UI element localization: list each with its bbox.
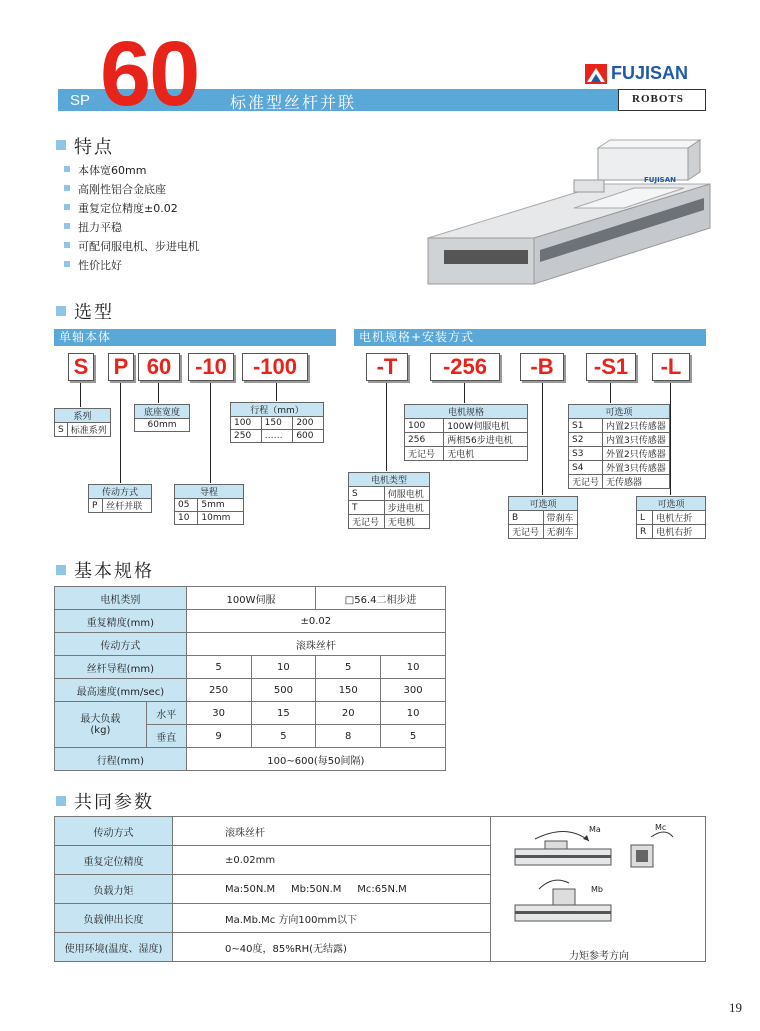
sensor-title: 可选项 [569, 405, 670, 419]
cell: S4 [569, 461, 603, 475]
product-illustration [424, 138, 714, 288]
code-series: S [68, 353, 94, 381]
cell: 200 [293, 417, 324, 430]
cell: 最大负载 (kg) [55, 702, 147, 748]
cell: 10 [175, 512, 198, 525]
feature-item: 扭力平稳 [64, 219, 199, 238]
cell: 内置2只传感器 [603, 419, 670, 433]
cell: 外置3只传感器 [603, 461, 670, 475]
section-marker-icon [56, 565, 66, 575]
code-drive: P [108, 353, 134, 381]
cell: 无刹车 [543, 525, 578, 539]
diagram-caption: 力矩参考方向 [569, 951, 629, 962]
cell: 负载伸出长度 [55, 904, 173, 933]
moment-diagram [505, 823, 695, 941]
code-brake: -B [520, 353, 564, 381]
motor-spec-table [404, 404, 528, 461]
cell: 丝杆导程(mm) [55, 656, 187, 679]
cell: 30 [186, 702, 251, 725]
feature-item: 重复定位精度±0.02 [64, 200, 199, 219]
lead-title: 导程 [175, 485, 244, 499]
ma-label: Ma [589, 825, 601, 834]
cell: 10 [381, 656, 446, 679]
cell: 300 [381, 679, 446, 702]
cell: 无记号 [509, 525, 544, 539]
cell: 15 [251, 702, 316, 725]
section-marker-icon [56, 306, 66, 316]
features-title: 特点 [74, 137, 114, 158]
cell: 250 [186, 679, 251, 702]
page-title: 标准型丝杆并联 [230, 93, 357, 112]
robots-label: ROBOTS [632, 93, 684, 105]
cell: 无电机 [384, 515, 429, 529]
cell: 256 [405, 433, 444, 447]
connector-line [158, 383, 159, 403]
code-stroke: -100 [242, 353, 308, 381]
body-bar: 单轴本体 [54, 329, 336, 346]
connector-line [610, 383, 611, 403]
sensor-table [568, 404, 670, 489]
cell: 内置3只传感器 [603, 433, 670, 447]
cell: 伺服电机 [384, 487, 429, 501]
cell: 外置2只传感器 [603, 447, 670, 461]
fold-table [636, 496, 706, 539]
basic-spec-title: 基本规格 [74, 561, 154, 582]
cell: 100 [405, 419, 444, 433]
cell: □56.4二相步进 [316, 587, 446, 610]
feature-item: 高刚性铝合金底座 [64, 181, 199, 200]
cell: 100~600(每50间隔) [186, 748, 445, 771]
common-table [54, 816, 706, 962]
cell: 标准系列 [67, 423, 110, 437]
product-logo: FUJISAN [644, 176, 676, 184]
width-title: 底座宽度 [135, 405, 190, 419]
cell: 无记号 [569, 475, 603, 489]
cell: S [349, 487, 385, 501]
connector-line [210, 383, 211, 483]
cell: R [637, 525, 653, 539]
cell: B [509, 511, 544, 525]
cell: 使用环境(温度、湿度) [55, 933, 173, 962]
cell: 垂直 [146, 725, 186, 748]
selection-title: 选型 [74, 302, 114, 323]
cell: 滚珠丝杆 [173, 817, 491, 846]
section-marker-icon [56, 796, 66, 806]
basic-spec-table [54, 586, 446, 771]
cell: 传动方式 [55, 633, 187, 656]
motor-type-table [348, 472, 430, 529]
cell: 10mm [198, 512, 244, 525]
code-sensor: -S1 [586, 353, 636, 381]
cell: S [55, 423, 68, 437]
feature-item: 性价比好 [64, 257, 199, 276]
connector-line [276, 383, 277, 401]
code-width: 60 [138, 353, 180, 381]
cell: 无传感器 [603, 475, 670, 489]
cell: S3 [569, 447, 603, 461]
cell: 传动方式 [55, 817, 173, 846]
cell: 无记号 [405, 447, 444, 461]
cell: 05 [175, 499, 198, 512]
cell: 5 [186, 656, 251, 679]
lead-table [174, 484, 244, 525]
cell: 5 [381, 725, 446, 748]
cell: 20 [316, 702, 381, 725]
cell: 行程(mm) [55, 748, 187, 771]
cell: 600 [293, 430, 324, 443]
cell: T [349, 501, 385, 515]
mb-label: Mb [591, 885, 603, 894]
cell: 100W伺服 [186, 587, 316, 610]
cell: 重复定位精度 [55, 846, 173, 875]
cell: 9 [186, 725, 251, 748]
cell: 100W伺服电机 [444, 419, 528, 433]
cell: ±0.02mm [173, 846, 491, 875]
cell: …… [261, 430, 293, 443]
cell: 最高速度(mm/sec) [55, 679, 187, 702]
header-prefix: SP [70, 92, 91, 109]
code-fold: -L [652, 353, 690, 381]
connector-line [542, 383, 543, 495]
code-motor-spec: -256 [430, 353, 500, 381]
mc-label: Mc [655, 823, 667, 832]
cell: 步进电机 [384, 501, 429, 515]
fold-title: 可选项 [637, 497, 706, 511]
connector-line [80, 383, 81, 407]
motor-spec-title: 电机规格 [405, 405, 528, 419]
motor-type-title: 电机类型 [349, 473, 430, 487]
cell: 丝杆并联 [103, 499, 152, 513]
cell: 无记号 [349, 515, 385, 529]
drive-table [88, 484, 152, 513]
cell: 电机右折 [653, 525, 706, 539]
cell: 250 [231, 430, 262, 443]
connector-line [464, 383, 465, 403]
cell: 500 [251, 679, 316, 702]
cell: 电机左折 [653, 511, 706, 525]
cell: 150 [261, 417, 293, 430]
cell: 重复精度(mm) [55, 610, 187, 633]
cell: 无电机 [444, 447, 528, 461]
connector-line [670, 383, 671, 495]
cell: ±0.02 [186, 610, 445, 633]
cell: P [89, 499, 103, 513]
cell: L [637, 511, 653, 525]
features-list [64, 162, 199, 276]
cell: 10 [381, 702, 446, 725]
cell: 5mm [198, 499, 244, 512]
cell: 滚珠丝杆 [186, 633, 445, 656]
code-motor-type: -T [366, 353, 408, 381]
cell: 负载力矩 [55, 875, 173, 904]
cell: S2 [569, 433, 603, 447]
cell: 水平 [146, 702, 186, 725]
cell: Ma:50N.M Mb:50N.M Mc:65N.M [173, 875, 491, 904]
page-number: 19 [729, 1000, 742, 1015]
series-table [54, 408, 111, 437]
stroke-table [230, 402, 324, 443]
stroke-title: 行程（mm） [231, 403, 324, 417]
feature-item: 本体宽60mm [64, 162, 199, 181]
section-marker-icon [56, 140, 66, 150]
cell: 150 [316, 679, 381, 702]
cell: 60mm [135, 419, 190, 432]
cell: 0~40度，85%RH(无结露) [173, 933, 491, 962]
fujisan-logo-icon [585, 64, 607, 84]
width-table [134, 404, 190, 432]
cell: 8 [316, 725, 381, 748]
code-lead: -10 [188, 353, 234, 381]
cell: 5 [316, 656, 381, 679]
cell: 10 [251, 656, 316, 679]
cell: 两相56步进电机 [444, 433, 528, 447]
cell: 5 [251, 725, 316, 748]
brake-table [508, 496, 578, 539]
drive-title: 传动方式 [89, 485, 152, 499]
cell: 100 [231, 417, 262, 430]
brake-title: 可选项 [509, 497, 578, 511]
connector-line [120, 383, 121, 483]
connector-line [386, 383, 387, 471]
cell: Ma.Mb.Mc 方向100mm以下 [173, 904, 491, 933]
header-model-number: 60 [100, 23, 199, 125]
cell: S1 [569, 419, 603, 433]
common-title: 共同参数 [74, 792, 154, 813]
motor-bar: 电机规格+安装方式 [354, 329, 706, 346]
series-title: 系列 [55, 409, 111, 423]
cell: 电机类别 [55, 587, 187, 610]
brand-name: FUJISAN [611, 63, 689, 83]
feature-item: 可配伺服电机、步进电机 [64, 238, 199, 257]
moment-diagram-cell [491, 817, 706, 962]
cell: 带刹车 [543, 511, 578, 525]
